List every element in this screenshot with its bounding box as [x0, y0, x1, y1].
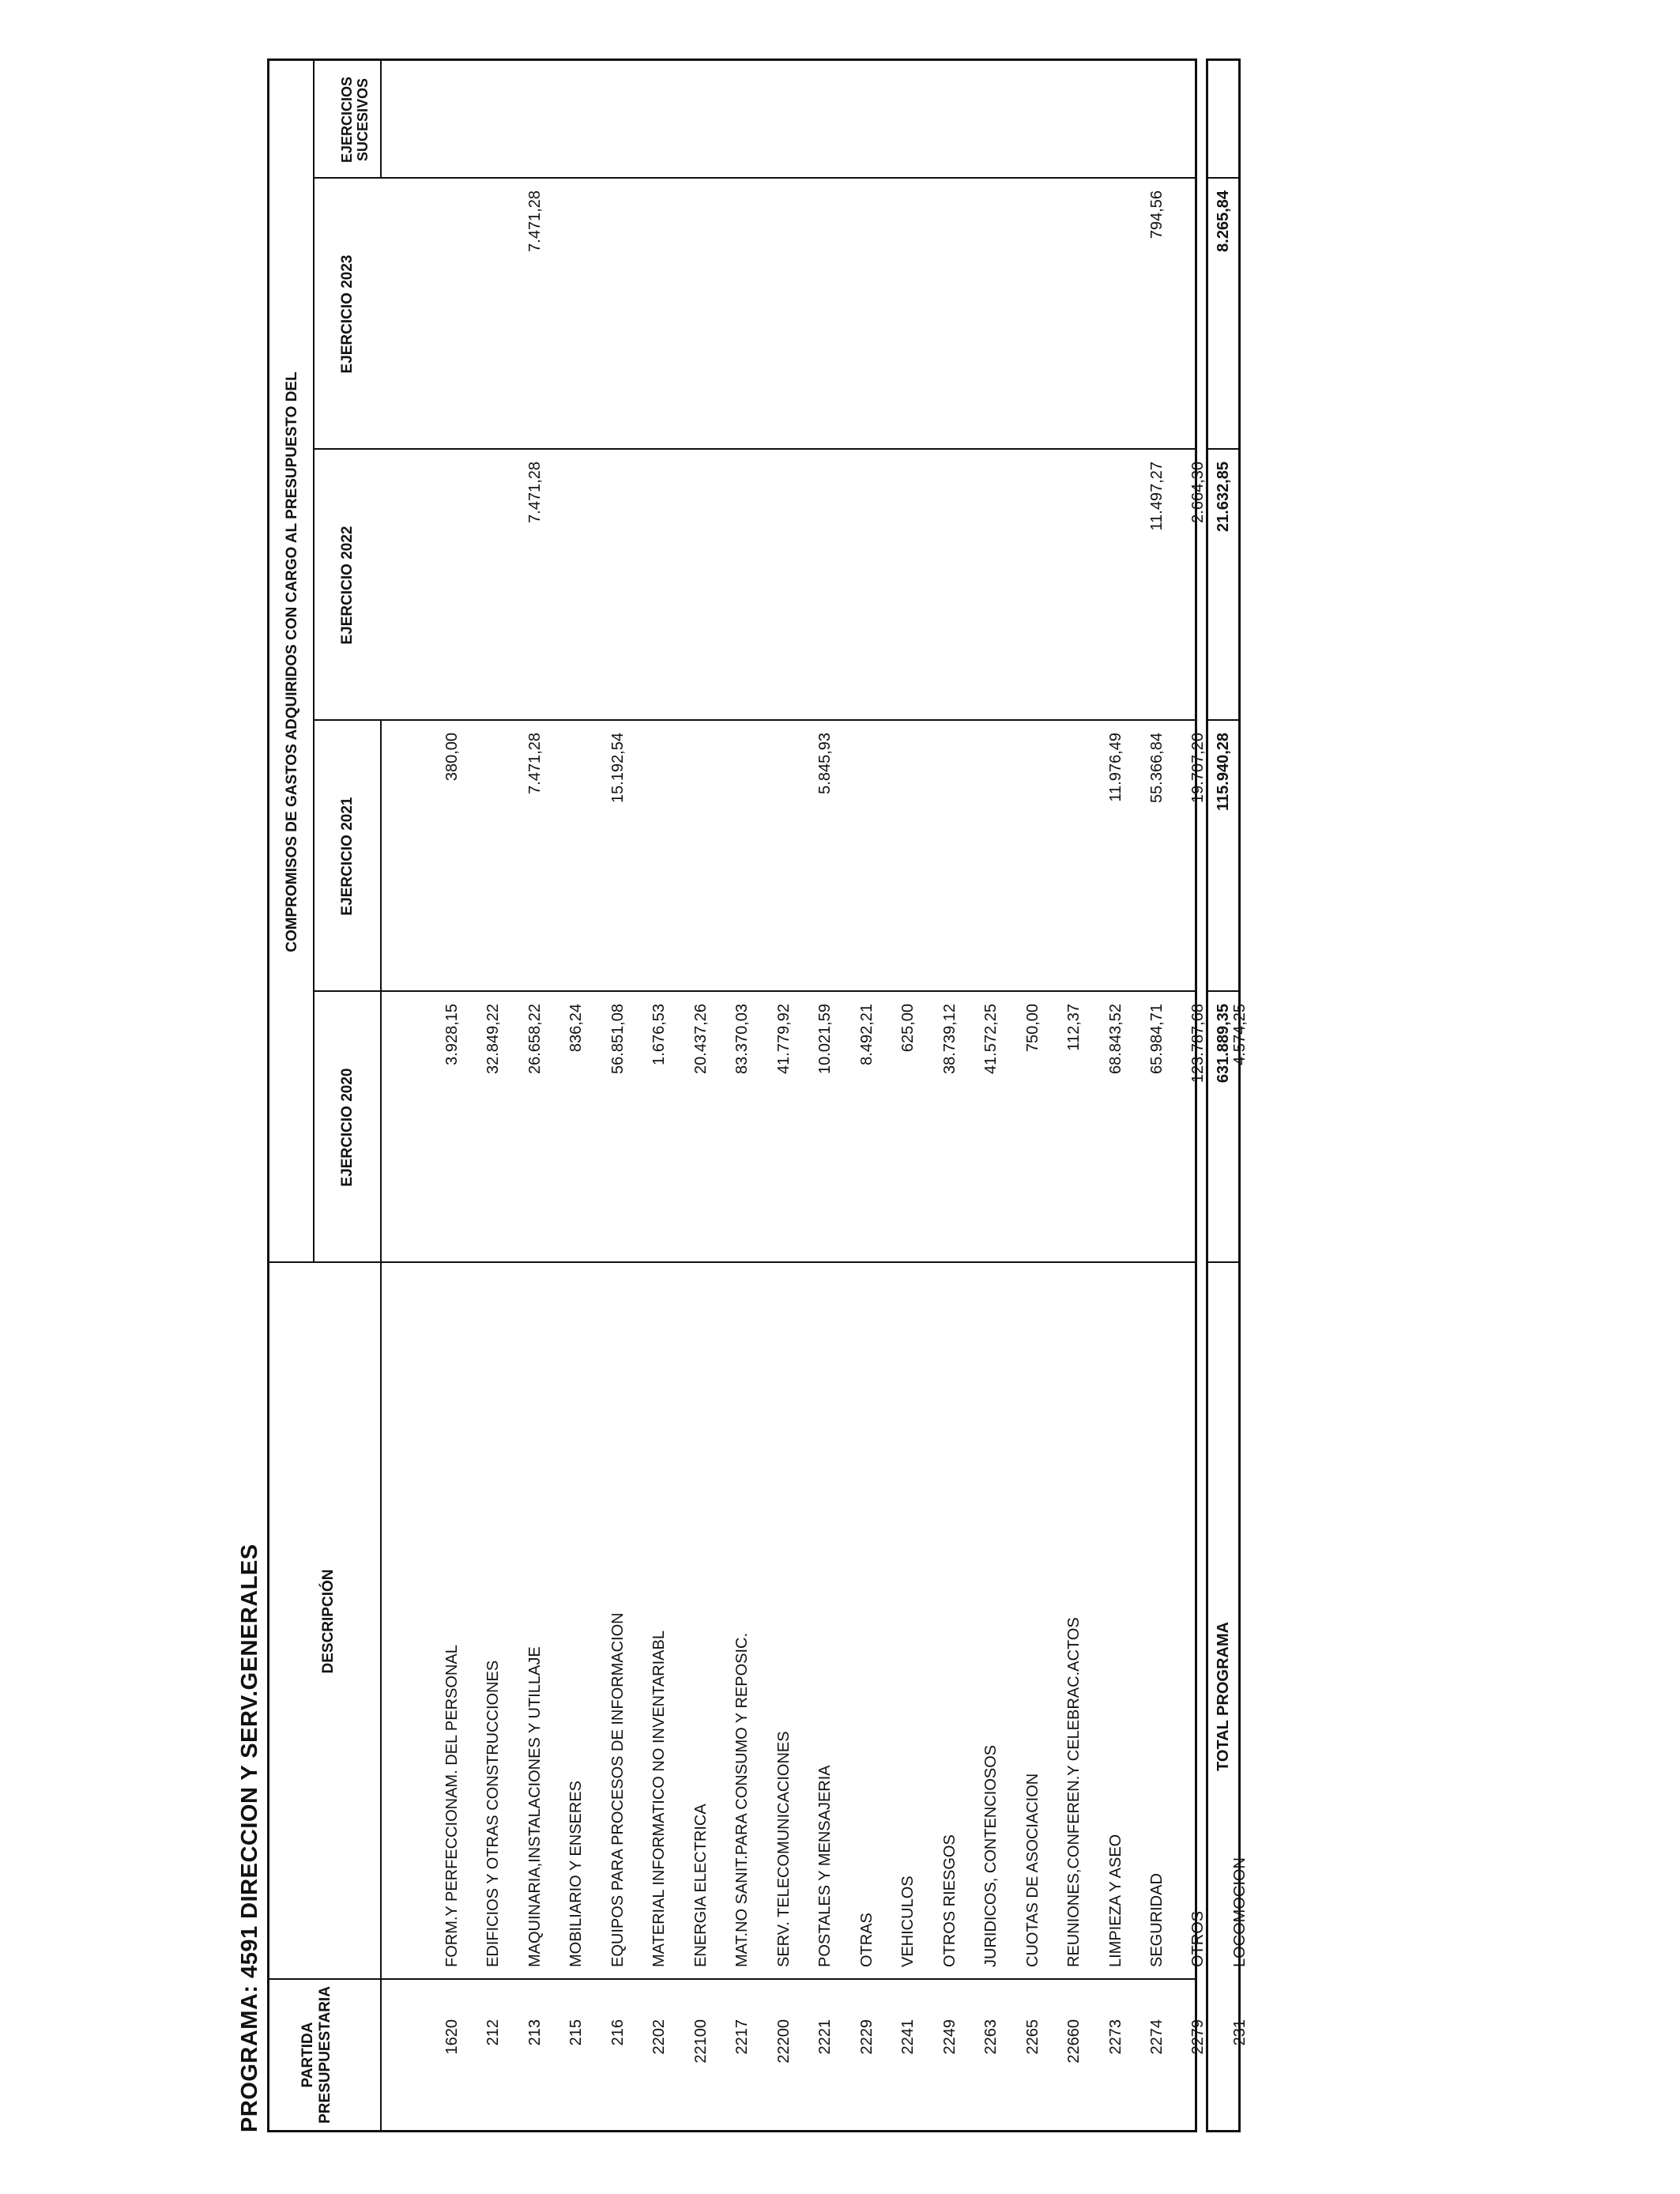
cell-2020: 20.437,26: [692, 1004, 710, 1074]
divider-partida: [269, 1978, 1195, 1980]
cell-2020: 123.787,68: [1189, 1004, 1207, 1084]
cell-2020: 4.574,25: [1231, 1004, 1249, 1065]
cell-2020: 41.572,25: [982, 1004, 1000, 1074]
cell-2023: 794,56: [1148, 190, 1166, 239]
header-ejercicio-2021: EJERCICIO 2021: [339, 797, 356, 916]
cell-2020: 83.370,03: [733, 1004, 751, 1074]
cell-2020: 56.851,08: [609, 1004, 627, 1074]
divider-2023: [315, 177, 1195, 179]
cell-2021: 19.707,20: [1189, 733, 1207, 803]
cell-partida: 2229: [858, 2019, 876, 2055]
header-partida: [299, 1980, 334, 2130]
cell-descripcion: ENERGIA ELECTRICA: [692, 1804, 710, 1967]
cell-2020: 41.779,92: [775, 1004, 793, 1074]
cell-partida: 2241: [899, 2019, 917, 2055]
cell-partida: 2221: [816, 2019, 834, 2055]
cell-descripcion: SEGURIDAD: [1148, 1873, 1166, 1967]
cell-descripcion: MAT.NO SANIT.PARA CONSUMO Y REPOSIC.: [733, 1632, 751, 1967]
header-partida-line2: PRESUPUESTARIA: [317, 1986, 333, 2124]
cell-2020: 10.021,59: [816, 1004, 834, 1074]
cell-descripcion: MATERIAL INFORMATICO NO INVENTARIABL: [650, 1630, 668, 1967]
cell-2022: 11.497,27: [1148, 462, 1166, 531]
cell-2020: 1.676,53: [650, 1004, 668, 1065]
cell-partida: 216: [609, 2019, 627, 2046]
cell-descripcion: POSTALES Y MENSAJERIA: [816, 1765, 834, 1967]
cell-2020: 3.928,15: [443, 1004, 461, 1065]
total-2020: 631.889,35: [1215, 1004, 1232, 1084]
cell-descripcion: JURIDICOS, CONTENCIOSOS: [982, 1744, 1000, 1967]
cell-descripcion: OTROS: [1189, 1910, 1207, 1967]
cell-2022: 2.664,30: [1189, 462, 1207, 523]
cell-2021: 55.366,84: [1148, 733, 1166, 803]
cell-descripcion: VEHICULOS: [899, 1875, 917, 1967]
cell-partida: 2265: [1024, 2019, 1042, 2055]
cell-partida: 212: [484, 2019, 502, 2046]
header-ejercicios-sucesivos: EJERCICIOS SUCESIVOS: [339, 76, 371, 164]
cell-partida: 22660: [1065, 2019, 1083, 2064]
total-row: [1206, 58, 1241, 2132]
cell-2021: 15.192,54: [609, 733, 627, 803]
cell-descripcion: LIMPIEZA Y ASEO: [1107, 1834, 1124, 1967]
header-compromisos: COMPROMISOS DE GASTOS ADQUIRIDOS CON CARGO AL PRESUPUESTO DEL: [284, 371, 300, 952]
cell-descripcion: CUOTAS DE ASOCIACION: [1024, 1773, 1042, 1967]
header-partida-line1: PARTIDA: [299, 2022, 316, 2088]
divider-compromisos: [313, 61, 315, 1263]
cell-2021: 11.976,49: [1107, 733, 1124, 802]
program-title: PROGRAMA: 4591 DIRECCION Y SERV.GENERALES: [237, 1544, 262, 2132]
cell-partida: 2202: [650, 2019, 668, 2055]
cell-descripcion: EQUIPOS PARA PROCESOS DE INFORMACION: [609, 1612, 627, 1967]
cell-descripcion: EDIFICIOS Y OTRAS CONSTRUCCIONES: [484, 1660, 502, 1967]
header-ejercicio-2022: EJERCICIO 2022: [339, 526, 356, 645]
cell-2020: 26.658,22: [526, 1004, 544, 1074]
cell-partida: 2274: [1148, 2019, 1166, 2055]
cell-descripcion: REUNIONES,CONFEREN.Y CELEBRAC.ACTOS: [1065, 1617, 1083, 1967]
cell-partida: 22200: [775, 2019, 793, 2064]
cell-partida: 2217: [733, 2019, 751, 2055]
cell-descripcion: LOCOMOCION: [1231, 1857, 1249, 1967]
total-2022: 21.632,85: [1215, 462, 1232, 532]
cell-descripcion: OTRAS: [858, 1913, 876, 1967]
cell-2023: 7.471,28: [526, 190, 544, 252]
total-2021: 115.940,28: [1215, 733, 1232, 811]
cell-2020: 32.849,22: [484, 1004, 502, 1074]
cell-2020: 112,37: [1065, 1004, 1083, 1051]
cell-partida: 213: [526, 2019, 544, 2046]
header-descripcion: DESCRIPCIÓN: [320, 1569, 337, 1674]
cell-2020: 836,24: [567, 1004, 585, 1053]
cell-descripcion: MOBILIARIO Y ENSERES: [567, 1780, 585, 1967]
cell-2021: 380,00: [443, 733, 461, 782]
divider-2021: [315, 719, 1195, 721]
cell-2020: 625,00: [899, 1004, 917, 1053]
cell-2021: 5.845,93: [816, 733, 834, 794]
cell-2020: 68.843,52: [1107, 1004, 1124, 1074]
cell-descripcion: FORM.Y PERFECCIONAM. DEL PERSONAL: [443, 1645, 461, 1967]
cell-partida: 2279: [1189, 2019, 1207, 2055]
total-label: TOTAL PROGRAMA: [1215, 1622, 1232, 1771]
cell-2021: 7.471,28: [526, 733, 544, 794]
cell-partida: 231: [1231, 2019, 1249, 2046]
cell-partida: 2263: [982, 2019, 1000, 2055]
cell-descripcion: OTROS RIESGOS: [941, 1834, 959, 1967]
cell-descripcion: MAQUINARIA,INSTALACIONES Y UTILLAJE: [526, 1646, 544, 1967]
cell-partida: 2249: [941, 2019, 959, 2055]
cell-descripcion: SERV. TELECOMUNICACIONES: [775, 1731, 793, 1967]
cell-2020: 750,00: [1024, 1004, 1042, 1053]
total-divider-2023: [1208, 177, 1238, 179]
total-2023: 8.265,84: [1215, 190, 1232, 252]
cell-2020: 65.984,71: [1148, 1004, 1166, 1074]
cell-partida: 215: [567, 2019, 585, 2046]
cell-2022: 7.471,28: [526, 462, 544, 523]
cell-2020: 38.739,12: [941, 1004, 959, 1074]
divider-header-right: [380, 61, 382, 179]
header-ejercicio-2020: EJERCICIO 2020: [339, 1068, 356, 1187]
cell-partida: 1620: [443, 2019, 461, 2055]
cell-partida: 2273: [1107, 2019, 1124, 2055]
header-ejercicio-2023: EJERCICIO 2023: [339, 254, 356, 374]
divider-header-left: [380, 721, 382, 2130]
cell-2020: 8.492,21: [858, 1004, 876, 1065]
divider-2022: [315, 448, 1195, 450]
cell-partida: 22100: [692, 2019, 710, 2064]
